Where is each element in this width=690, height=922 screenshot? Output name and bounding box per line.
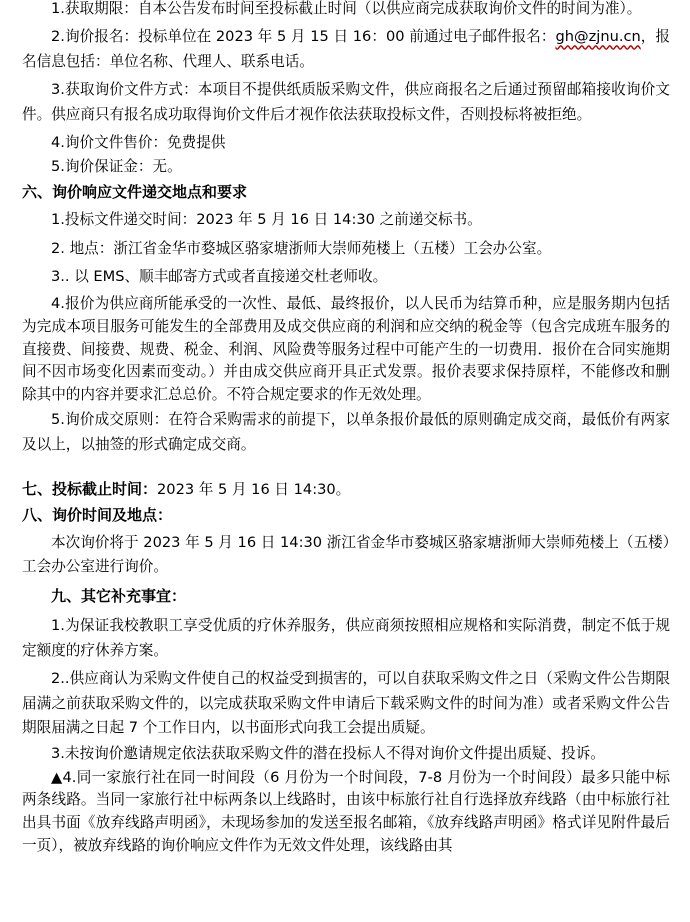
s5-item2 xyxy=(22,25,670,74)
section9-heading: 九、其它补充事宜： xyxy=(51,586,187,605)
signup-email-link[interactable]: gh@zjnu.cn xyxy=(555,28,641,46)
document-page xyxy=(22,0,670,857)
s9-item4: ▲4.同一家旅行社在同一时间段（6 月份为一个时间段，7-8 月份为一个时间段）最多只能中标两条线路。当同一家旅行社中标两条以上线路时，由该中标旅行社自行选择放弃线路（由中标旅行社出具书面《放弃线路声明函》，未现场参加的发送至报名邮箱，《放弃线路声明函》格式详见附件最后一页），被放弃线路的询价响应文件作为无效文件处理，该线路由其 xyxy=(22,768,670,854)
s9-item1: 1.为保证我校教职工享受优质的疗休养服务，供应商须按照相应规格和实际消费，制定不低于规定额度的疗休养方案。 xyxy=(22,617,670,659)
s6-item3: 3.. 以 EMS、顺丰邮寄方式或者直接递交杜老师收。 xyxy=(51,268,388,286)
s5-item1: 1.获取期限：自本公告发布时间至投标截止时间（以供应商完成获取询价文件的时间为准）。 xyxy=(51,0,642,17)
section6-heading: 六、询价响应文件递交地点和要求 xyxy=(22,182,248,201)
s5-item2-tail: ，报名信息包括：单位名称、代理人、联系电话。 xyxy=(22,28,670,70)
s5-item4: 4.询价文件售价：免费提供 xyxy=(51,134,226,152)
s8-text: 本次询价将于 2023 年 5 月 16 日 14:30 浙江省金华市婺城区骆家塘浙师大崇师苑楼上（五楼）工会办公室进行询价。 xyxy=(22,534,670,576)
section7-heading: 七、投标截止时间： xyxy=(22,480,158,499)
s6-item1: 1.投标文件递交时间：2023 年 5 月 16 日 14:30 之前递交标书。 xyxy=(51,211,482,229)
s9-item3: 3.未按询价邀请规定依法获取采购文件的潜在投标人不得对询价文件提出质疑、投诉。 xyxy=(51,745,605,763)
s6-item5: 5.询价成交原则：在符合采购需求的前提下，以单条报价最低的原则确定成交商，最低价有两家及以上，以抽签的形式确定成交商。 xyxy=(22,411,670,453)
s5-item3: 3.获取询价文件方式：本项目不提供纸质版采购文件，供应商报名之后通过预留邮箱接收询价文件。供应商只有报名成功取得询价文件后才视作依法获取投标文件，否则投标将被拒绝。 xyxy=(22,81,670,123)
s5-item5: 5.询价保证金：无。 xyxy=(51,158,182,176)
deadline-value: 2023 年 5 月 16 日 14:30。 xyxy=(157,481,351,499)
spacer xyxy=(22,457,670,477)
s6-item4: 4.报价为供应商所能承受的一次性、最低、最终报价，以人民币为结算币种，应是服务期内包括为完成本项目服务可能发生的全部费用及成交供应商的利润和应交纳的税金等（包含完成班车服务的直接费、间接费、规费、税金、利润、风险费等服务过程中可能产生的一切费用．报价在合同实施期间不因市场变化因素而变动。）并由成交供应商开具正式发票。报价表要求保持原样，不能修改和删除其中的内容并要求汇总总价。不符合规定要求的作无效处理。 xyxy=(22,295,670,403)
s6-item2: 2. 地点：浙江省金华市婺城区骆家塘浙师大崇师苑楼上（五楼）工会办公室。 xyxy=(51,239,552,257)
section8-heading: 八、询价时间及地点： xyxy=(22,505,173,524)
s5-item2-text: 2.询价报名：投标单位在 2023 年 5 月 15 日 16：00 前通过电子邮件报名： xyxy=(51,28,556,46)
section7-line xyxy=(22,477,670,502)
s9-item2: 2..供应商认为采购文件使自己的权益受到损害的，可以自获取采购文件之日（采购文件公告期限届满之前获取采购文件的，以完成获取采购文件申请后下载采购文件的时间为准）或者采购文件公告期限届满之日起 7 个工作日内，以书面形式向我工会提出质疑。 xyxy=(22,670,670,736)
